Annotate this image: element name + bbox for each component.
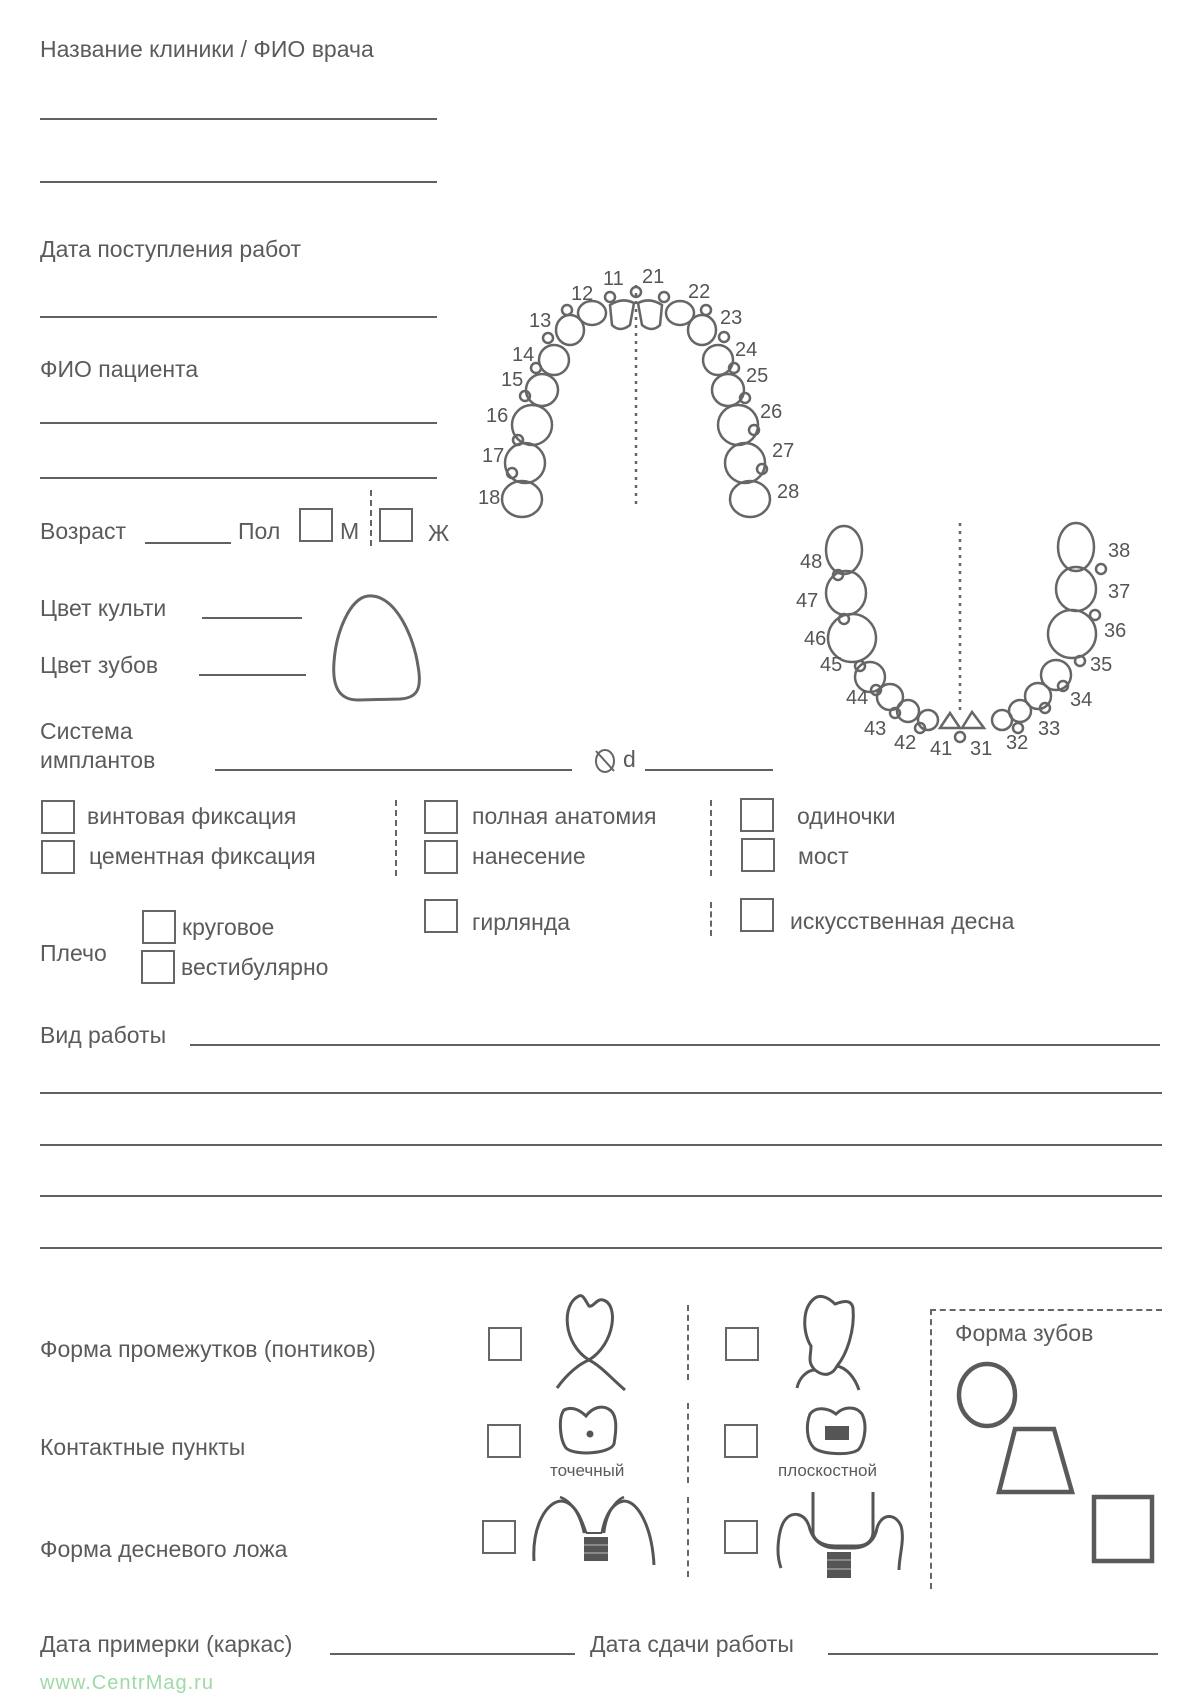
pontic-shape-2-checkbox[interactable]: [725, 1327, 759, 1361]
single-crowns-checkbox[interactable]: [740, 798, 774, 832]
divider: [687, 1497, 689, 1577]
gum-bed-2-checkbox[interactable]: [724, 1520, 758, 1554]
diameter-line[interactable]: [645, 769, 773, 771]
work-type-line-5[interactable]: [40, 1247, 1162, 1249]
tooth-number: 14: [512, 344, 535, 366]
tooth-number: 43: [864, 718, 887, 740]
sex-female-checkbox[interactable]: [379, 508, 413, 542]
screw-fixation-checkbox[interactable]: [41, 800, 75, 834]
tooth-number: 24: [735, 339, 758, 361]
garland-label: гирлянда: [472, 909, 571, 935]
tooth-number: 13: [529, 310, 552, 332]
contact-flat-label: плоскостной: [778, 1461, 877, 1480]
divider: [370, 490, 372, 546]
watermark: www.CentrMag.ru: [40, 1672, 214, 1694]
tooth-number: 41: [930, 738, 953, 760]
square-shape-icon[interactable]: [1094, 1497, 1152, 1561]
tooth-number: 44: [846, 687, 869, 709]
sex-male-checkbox[interactable]: [299, 508, 333, 542]
contact-flat-checkbox[interactable]: [724, 1424, 758, 1458]
sex-label: Пол: [238, 518, 281, 544]
fitting-date-label: Дата примерки (каркас): [40, 1631, 293, 1657]
tooth-number: 48: [800, 551, 823, 573]
implant-system-label-1: Система: [40, 718, 133, 744]
work-type-line-4[interactable]: [40, 1195, 1162, 1197]
shoulder-label: Плечо: [40, 940, 107, 966]
diameter-icon: [593, 749, 617, 773]
tooth-number: 15: [501, 369, 524, 391]
tooth-number: 37: [1108, 581, 1131, 603]
tooth-number: 16: [486, 405, 509, 427]
single-crowns-label: одиночки: [797, 803, 896, 829]
pontic-saddle-icon: [555, 1294, 635, 1394]
pontic-ovate-icon: [795, 1294, 875, 1394]
garland-checkbox[interactable]: [424, 899, 458, 933]
tooth-number: 46: [804, 628, 827, 650]
contact-point-label: точечный: [550, 1461, 625, 1480]
shoulder-circular-checkbox[interactable]: [142, 910, 176, 944]
tooth-11: [610, 300, 634, 329]
fitting-date-line[interactable]: [330, 1653, 575, 1655]
clinic-line-1[interactable]: [40, 118, 437, 120]
upper-jaw-chart: [470, 255, 810, 515]
shoulder-vestibular-checkbox[interactable]: [141, 950, 175, 984]
artificial-gum-label: искусственная десна: [790, 908, 1015, 934]
tooth-number: 47: [796, 590, 819, 612]
stump-color-label: Цвет культи: [40, 595, 167, 621]
tooth-number: 35: [1090, 654, 1113, 676]
teeth-shape-options: [955, 1362, 1170, 1572]
tooth-number: 27: [772, 440, 795, 462]
delivery-date-label: Дата сдачи работы: [590, 1631, 794, 1657]
tooth-number: 22: [688, 281, 711, 303]
work-type-line-3[interactable]: [40, 1144, 1162, 1146]
full-anatomy-label: полная анатомия: [472, 803, 657, 829]
implant-system-label-2: имплантов: [40, 747, 156, 773]
tooth-number: 32: [1006, 732, 1029, 754]
bridge-label: мост: [798, 843, 849, 869]
contact-point-icon: [558, 1404, 622, 1456]
lower-jaw-chart: [790, 515, 1150, 760]
implant-system-line[interactable]: [215, 769, 572, 771]
age-label: Возраст: [40, 518, 127, 544]
tooth-number: 36: [1104, 620, 1127, 642]
tooth-number: 18: [478, 487, 501, 509]
pontic-shape-label: Форма промежутков (понтиков): [40, 1336, 376, 1362]
cement-fixation-label: цементная фиксация: [89, 843, 316, 869]
artificial-gum-checkbox[interactable]: [740, 898, 774, 932]
patient-label: ФИО пациента: [40, 356, 199, 382]
tooth-number: 33: [1038, 718, 1061, 740]
layering-label: нанесение: [472, 843, 586, 869]
tooth-number: 23: [720, 307, 743, 329]
divider: [710, 902, 712, 936]
tooth-number: 42: [894, 732, 917, 754]
screw-fixation-label: винтовая фиксация: [87, 803, 297, 829]
contact-point-checkbox[interactable]: [487, 1424, 521, 1458]
age-line[interactable]: [145, 542, 231, 544]
arrival-date-label: Дата поступления работ: [40, 236, 301, 262]
oval-shape-icon[interactable]: [959, 1364, 1015, 1426]
teeth-color-line[interactable]: [199, 674, 306, 676]
gum-bed-1-checkbox[interactable]: [482, 1520, 516, 1554]
divider: [687, 1305, 689, 1380]
tooth-outline-icon: [330, 592, 426, 702]
arrival-date-line[interactable]: [40, 316, 437, 318]
shoulder-circular-label: круговое: [182, 914, 275, 940]
tooth-number: 31: [970, 738, 993, 760]
tooth-number: 28: [777, 481, 800, 503]
clinic-label: Название клиники / ФИО врача: [40, 36, 374, 62]
contact-flat-icon: [806, 1404, 870, 1456]
tooth-number: 34: [1070, 689, 1093, 711]
shoulder-vestibular-label: вестибулярно: [181, 954, 329, 980]
divider: [710, 800, 712, 876]
contact-points-label: Контактные пункты: [40, 1434, 246, 1460]
gum-bed-shape-label: Форма десневого ложа: [40, 1536, 288, 1562]
tooth-number: 45: [820, 654, 843, 676]
tooth-number: 25: [746, 365, 769, 387]
tooth-21: [638, 300, 662, 329]
sex-female-label: Ж: [428, 520, 450, 546]
work-type-line-1[interactable]: [190, 1044, 1160, 1046]
tooth-number: 38: [1108, 540, 1131, 562]
tooth-number: 11: [603, 268, 624, 290]
tooth-number: 26: [760, 401, 783, 423]
cement-fixation-checkbox[interactable]: [41, 840, 75, 874]
tooth-number: 12: [571, 283, 594, 305]
patient-line-1[interactable]: [40, 422, 437, 424]
patient-line-2[interactable]: [40, 477, 437, 479]
divider: [395, 800, 397, 876]
clinic-line-2[interactable]: [40, 181, 437, 183]
sex-male-label: М: [340, 518, 360, 544]
work-type-label: Вид работы: [40, 1022, 167, 1048]
teeth-color-label: Цвет зубов: [40, 652, 159, 678]
bridge-checkbox[interactable]: [741, 838, 775, 872]
tooth-number: 17: [482, 445, 505, 467]
gum-bed-flat-icon: [532, 1497, 656, 1577]
stump-color-line[interactable]: [202, 617, 302, 619]
divider: [687, 1403, 689, 1483]
work-type-line-2[interactable]: [40, 1092, 1162, 1094]
layering-checkbox[interactable]: [424, 840, 458, 874]
delivery-date-line[interactable]: [828, 1653, 1158, 1655]
gum-bed-concave-icon: [775, 1492, 905, 1580]
diameter-label: d: [623, 746, 636, 772]
full-anatomy-checkbox[interactable]: [424, 800, 458, 834]
tooth-number: 21: [642, 266, 665, 288]
pontic-shape-1-checkbox[interactable]: [488, 1327, 522, 1361]
trapezoid-shape-icon[interactable]: [999, 1429, 1072, 1492]
teeth-shape-label: Форма зубов: [955, 1320, 1094, 1346]
